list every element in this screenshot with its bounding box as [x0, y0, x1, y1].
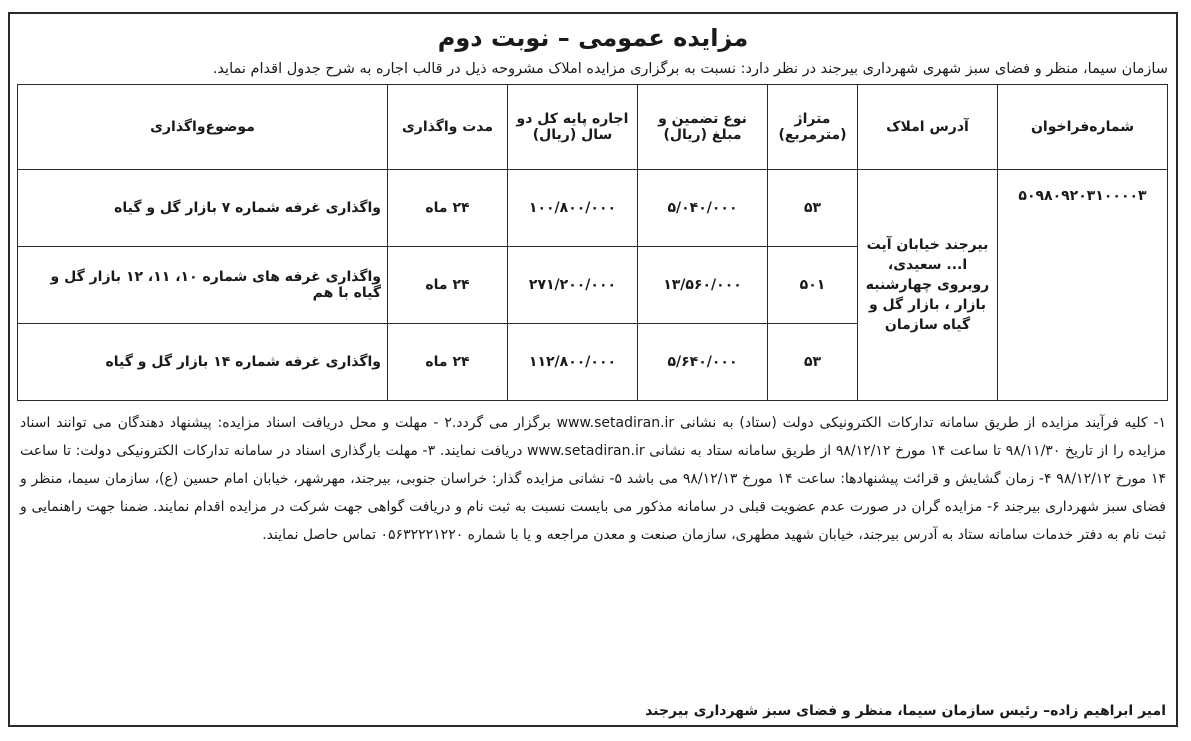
area-cell: ۵۰۱ — [768, 247, 858, 324]
notice-intro: سازمان سیما، منظر و فضای سبز شهری شهرداری بیرجند در نظر دارد: نسبت به برگزاری مزایده املاک مشروحه ذیل در قالب اجاره به شرح جدول اقدام نماید. — [212, 61, 1168, 77]
table-row — [18, 170, 1168, 247]
guarantee-cell: ۵/۰۴۰/۰۰۰ — [638, 170, 768, 247]
rent-cell: ۱۱۲/۸۰۰/۰۰۰ — [508, 324, 638, 401]
notice-title: مزایده عمومی – نوبت دوم — [437, 24, 749, 52]
subject-cell: واگذاری غرفه های شماره ۱۰، ۱۱، ۱۲ بازار گل و گیاه با هم — [18, 247, 388, 324]
header-area: متراژ (مترمربع) — [768, 85, 858, 170]
header-duration: مدت واگذاری — [388, 85, 508, 170]
rent-cell: ۲۷۱/۲۰۰/۰۰۰ — [508, 247, 638, 324]
area-cell: ۵۳ — [768, 324, 858, 401]
header-subject: موضوع‌واگذاری — [18, 85, 388, 170]
address-cell: بیرجند خیابان آیت ا... سعیدی، روبروی چهارشنبه بازار ، بازار گل و گیاه سازمان — [858, 170, 998, 401]
auction-table — [17, 84, 1168, 401]
duration-cell: ۲۴ ماه — [388, 170, 508, 247]
duration-cell: ۲۴ ماه — [388, 324, 508, 401]
guarantee-cell: ۱۳/۵۶۰/۰۰۰ — [638, 247, 768, 324]
table-header-row — [18, 85, 1168, 170]
header-call-number: شماره‌فراخوان — [998, 85, 1168, 170]
duration-cell: ۲۴ ماه — [388, 247, 508, 324]
subject-cell: واگذاری غرفه شماره ۷ بازار گل و گیاه — [18, 170, 388, 247]
notice-conditions: ۱- کلیه فرآیند مزایده از طریق سامانه تدارکات الکترونیکی دولت (ستاد) به نشانی www.setadiran.ir برگزار می گردد.۲ - مهلت و محل دریافت اسناد مزایده: پیشنهاد دهندگان می توانند اسناد مزایده را از تاریخ ۹۸/۱۱/۳۰ تا ساعت ۱۴ مورخ ۹۸/۱۲/۱۲ از طریق سامانه ستاد به نشانی www.setadiran.ir دریافت نمایند. ۳- مهلت بارگذاری اسناد در سامانه تدارکات الکترونیکی دولت: تا ساعت ۱۴ مورخ ۹۸/۱۲/۱۲ ۴- زمان گشایش و قرائت پیشنهادها: ساعت ۱۴ مورخ ۹۸/۱۲/۱۳ می باشد ۵- نشانی مزایده گذار: خراسان جنوبی، بیرجند، مهرشهر، خیابان امام حسین (ع)، سازمان سیما، منظر و فضای سبز شهرداری بیرجند ۶- مزایده گران در صورت عدم عضویت قبلی در سامانه مذکور می بایست نسبت به ثبت نام و دریافت گواهی جهت شرکت در مزایده اقدام نمایند. ضمنا جهت راهنمایی و ثبت نام به دفتر خدمات سامانه ستاد به آدرس بیرجند، خیابان شهید مطهری، سازمان صنعت و معدن مراجعه و یا با شماره ۰۵۶۳۲۲۲۱۲۲۰ تماس حاصل نمایند. — [20, 415, 1167, 543]
area-cell: ۵۳ — [768, 170, 858, 247]
call-number-cell: ۵۰۹۸۰۹۲۰۳۱۰۰۰۰۳ — [998, 170, 1168, 401]
header-address: آدرس املاک — [858, 85, 998, 170]
subject-cell: واگذاری غرفه شماره ۱۴ بازار گل و گیاه — [18, 324, 388, 401]
header-rent: اجاره پایه کل دو سال (ریال) — [508, 85, 638, 170]
rent-cell: ۱۰۰/۸۰۰/۰۰۰ — [508, 170, 638, 247]
notice-frame — [8, 12, 1178, 727]
header-guarantee: نوع تضمین و مبلغ (ریال) — [638, 85, 768, 170]
signature: امیر ابراهیم زاده– رئیس سازمان سیما، منظر و فضای سبز شهرداری بیرجند — [645, 703, 1166, 719]
guarantee-cell: ۵/۶۴۰/۰۰۰ — [638, 324, 768, 401]
